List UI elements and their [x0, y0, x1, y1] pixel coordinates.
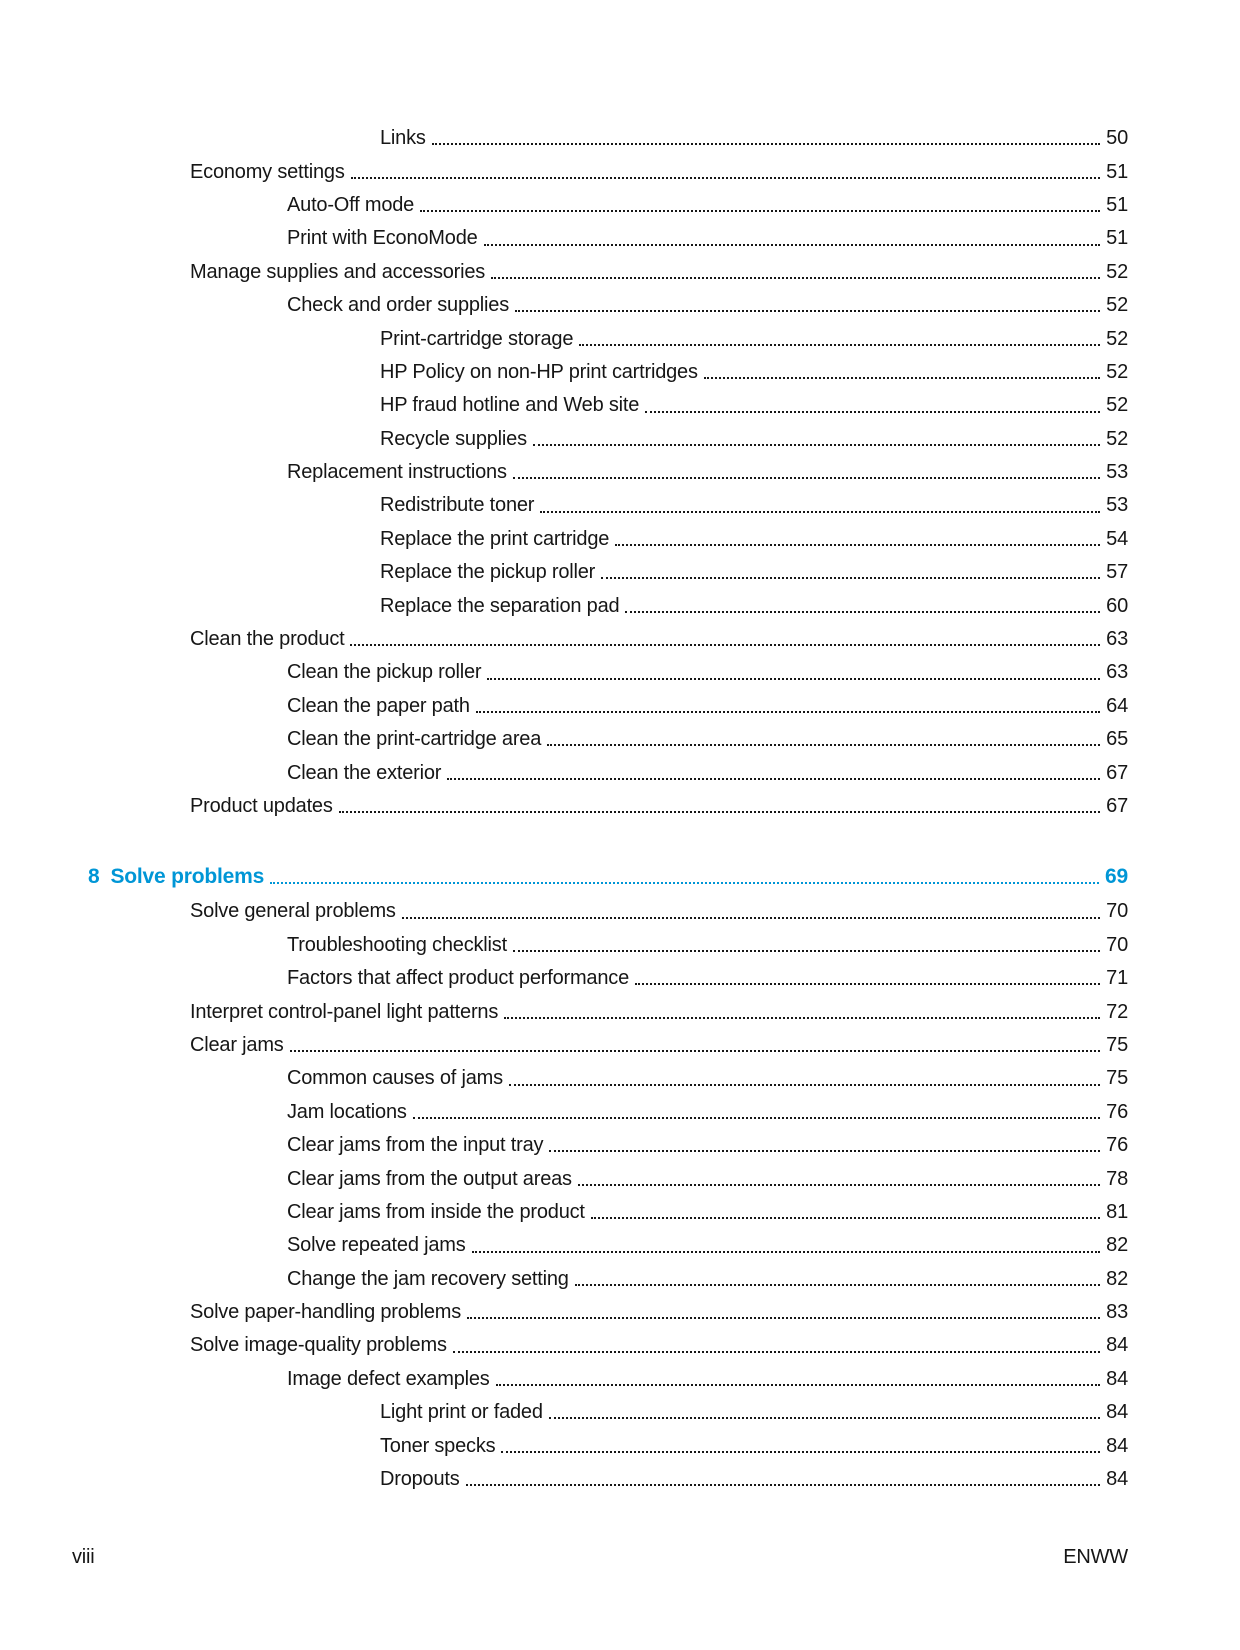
toc-entry-label: Solve paper-handling problems [190, 1301, 462, 1324]
dot-leader [350, 623, 1100, 646]
dot-leader [601, 556, 1100, 579]
toc-entry-label: Common causes of jams [287, 1067, 503, 1090]
toc-entry-page: 51 [1106, 193, 1128, 216]
toc-entry[interactable] [88, 1463, 1128, 1496]
dot-leader [420, 189, 1100, 212]
toc-entry-page: 82 [1106, 1234, 1128, 1257]
toc-entry-page: 71 [1106, 967, 1128, 990]
toc-entry-page: 81 [1106, 1200, 1128, 1223]
toc-entry-label: Product updates [190, 795, 333, 817]
dot-leader [549, 1129, 1100, 1152]
toc-entry-label: Clean the paper path [287, 694, 470, 717]
dot-leader [704, 356, 1100, 379]
toc-entry[interactable] [88, 456, 1128, 489]
toc-entry-page: 70 [1106, 933, 1128, 956]
dot-leader [540, 489, 1100, 512]
toc-entry-label: Clear jams [190, 1033, 284, 1056]
dot-leader [432, 122, 1100, 145]
chapter-number: 8 [88, 865, 100, 889]
dot-leader [625, 589, 1100, 612]
toc-entry[interactable] [88, 489, 1128, 522]
toc-entry-page: 84 [1106, 1334, 1128, 1357]
toc-entry[interactable] [88, 1229, 1128, 1262]
toc-entry[interactable] [88, 962, 1128, 995]
toc-entry[interactable] [88, 523, 1128, 556]
toc-entry[interactable] [88, 895, 1128, 928]
dot-leader [501, 1429, 1100, 1452]
toc-entry-page: 57 [1106, 561, 1128, 584]
dot-leader [270, 859, 1099, 884]
dot-leader [339, 790, 1100, 813]
toc-entry[interactable] [88, 859, 1128, 895]
toc-entry-label: Factors that affect product performance [287, 967, 630, 990]
toc-entry-page: 83 [1106, 1301, 1128, 1324]
toc-entry[interactable] [88, 1029, 1128, 1062]
toc-entry-page: 51 [1106, 160, 1128, 183]
toc-entry-label: Print-cartridge storage [380, 327, 574, 350]
footer-document-mark: ENWW [1063, 1546, 1128, 1568]
toc-entry-page: 63 [1106, 628, 1128, 651]
toc-entry[interactable] [88, 1429, 1128, 1462]
toc-entry-label: Print with EconoMode [287, 227, 478, 250]
dot-leader [447, 756, 1100, 779]
toc-entry-label: Clear jams from the input tray [287, 1134, 544, 1157]
toc-entry-label: Troubleshooting checklist [287, 933, 507, 956]
dot-leader [453, 1329, 1100, 1352]
toc-entry[interactable] [88, 1363, 1128, 1396]
toc-entry[interactable] [88, 222, 1128, 255]
toc-entry-label: Replace the separation pad [380, 594, 620, 617]
toc-entry-page: 65 [1106, 728, 1128, 751]
toc-entry-label: HP fraud hotline and Web site [380, 394, 640, 417]
toc-entry[interactable] [88, 1196, 1128, 1229]
toc-entry-label: Clean the product [190, 628, 345, 651]
dot-leader [504, 995, 1100, 1018]
page-footer [72, 1546, 1128, 1569]
toc-entry-page: 75 [1106, 1067, 1128, 1090]
toc-entry[interactable] [88, 1096, 1128, 1129]
dot-leader [533, 423, 1100, 446]
toc-entry-label: Solve image-quality problems [190, 1334, 447, 1357]
dot-leader [472, 1229, 1101, 1252]
toc-entry[interactable] [88, 1263, 1128, 1296]
toc-list [88, 122, 1128, 1496]
toc-entry-label: Solve repeated jams [287, 1234, 466, 1257]
dot-leader [549, 1396, 1100, 1419]
dot-leader [579, 322, 1100, 345]
toc-entry[interactable] [88, 995, 1128, 1028]
dot-leader [491, 256, 1100, 279]
toc-entry-page: 69 [1105, 865, 1128, 889]
toc-entry-label: Replacement instructions [287, 461, 507, 484]
dot-leader [466, 1463, 1101, 1486]
toc-entry-label: Clean the print-cartridge area [287, 728, 542, 751]
toc-entry-page: 78 [1106, 1167, 1128, 1190]
dot-leader [591, 1196, 1100, 1219]
toc-entry-page: 72 [1106, 1000, 1128, 1023]
toc-entry-label: Dropouts [380, 1468, 460, 1491]
toc-entry-page: 52 [1106, 394, 1128, 417]
dot-leader [513, 929, 1100, 952]
toc-entry[interactable] [88, 289, 1128, 322]
dot-leader [635, 962, 1100, 985]
toc-entry-page: 76 [1106, 1134, 1128, 1157]
toc-entry-page: 54 [1106, 527, 1128, 550]
dot-leader [575, 1263, 1100, 1286]
dot-leader [484, 222, 1101, 245]
toc-entry-page: 84 [1106, 1434, 1128, 1457]
toc-entry[interactable] [88, 589, 1128, 622]
toc-entry-page: 82 [1106, 1267, 1128, 1290]
toc-entry[interactable] [88, 723, 1128, 756]
toc-entry-page: 63 [1106, 661, 1128, 684]
toc-entry-label: Replace the pickup roller [380, 561, 596, 584]
dot-leader [578, 1162, 1100, 1185]
toc-entry[interactable] [88, 623, 1128, 656]
dot-leader [487, 656, 1100, 679]
toc-entry[interactable] [88, 423, 1128, 456]
toc-entry-page: 64 [1106, 694, 1128, 717]
toc-entry[interactable] [88, 1062, 1128, 1095]
toc-entry-label: Interpret control-panel light patterns [190, 1000, 499, 1023]
toc-entry[interactable] [88, 389, 1128, 422]
toc-entry-page: 52 [1106, 427, 1128, 450]
toc-entry[interactable] [88, 1129, 1128, 1162]
toc-entry-label: Replace the print cartridge [380, 527, 610, 550]
dot-leader [645, 389, 1100, 412]
toc-entry[interactable] [88, 929, 1128, 962]
toc-entry[interactable] [88, 256, 1128, 289]
toc-entry[interactable] [88, 322, 1128, 355]
footer-page-number: viii [72, 1546, 95, 1568]
toc-entry-label: Image defect examples [287, 1367, 490, 1390]
toc-entry[interactable] [88, 1296, 1128, 1329]
toc-entry-page: 53 [1106, 494, 1128, 517]
toc-entry-label: Light print or faded [380, 1401, 543, 1424]
toc-entry-page: 52 [1106, 360, 1128, 383]
dot-leader [351, 155, 1100, 178]
toc-entry[interactable] [88, 1396, 1128, 1429]
toc-entry-label: Toner specks [380, 1434, 496, 1457]
toc-entry-label: Manage supplies and accessories [190, 260, 486, 283]
dot-leader [513, 456, 1100, 479]
toc-entry-label: HP Policy on non-HP print cartridges [380, 360, 698, 383]
dot-leader [467, 1296, 1100, 1319]
toc-entry[interactable] [88, 1329, 1128, 1362]
toc-entry-label: Clean the exterior [287, 761, 442, 784]
toc-entry-page: 76 [1106, 1100, 1128, 1123]
dot-leader [402, 895, 1100, 918]
toc-entry-label: Solve general problems [190, 900, 396, 923]
dot-leader [476, 690, 1100, 713]
toc-entry-page: 84 [1106, 1468, 1128, 1491]
toc-entry-label: Clean the pickup roller [287, 661, 482, 684]
toc-entry-label: Links [380, 127, 426, 150]
toc-entry-label: Clear jams from inside the product [287, 1200, 585, 1223]
toc-entry-label: Recycle supplies [380, 427, 527, 450]
dot-leader [496, 1363, 1101, 1386]
dot-leader [547, 723, 1100, 746]
toc-entry-page: 67 [1106, 761, 1128, 784]
toc-entry[interactable] [88, 189, 1128, 222]
toc-entry[interactable] [88, 690, 1128, 723]
toc-entry-page: 50 [1106, 127, 1128, 150]
toc-entry-page: 52 [1106, 260, 1128, 283]
toc-entry-page: 51 [1106, 227, 1128, 250]
toc-entry-page: 84 [1106, 1367, 1128, 1390]
toc-entry-label: Economy settings [190, 160, 345, 183]
toc-entry[interactable] [88, 656, 1128, 689]
toc-entry-label: Redistribute toner [380, 494, 535, 517]
toc-entry-label: Clear jams from the output areas [287, 1167, 572, 1190]
toc-entry-label: Check and order supplies [287, 294, 509, 317]
dot-leader [290, 1029, 1101, 1052]
toc-entry-page: 67 [1106, 795, 1128, 817]
toc-entry-page: 52 [1106, 294, 1128, 317]
toc-entry[interactable] [88, 356, 1128, 389]
toc-entry-page: 53 [1106, 461, 1128, 484]
dot-leader [515, 289, 1100, 312]
toc-entry-page: 70 [1106, 900, 1128, 923]
toc-entry-page: 52 [1106, 327, 1128, 350]
toc-entry[interactable] [88, 790, 1128, 823]
toc-entry-page: 60 [1106, 594, 1128, 617]
dot-leader [615, 523, 1100, 546]
dot-leader [509, 1062, 1100, 1085]
toc-entry-label: Auto-Off mode [287, 193, 415, 216]
toc-entry-label: Solve problems [110, 865, 265, 889]
toc-entry[interactable] [88, 756, 1128, 789]
toc-entry-label: Jam locations [287, 1100, 407, 1123]
toc-entry-label: Change the jam recovery setting [287, 1267, 569, 1290]
toc-entry[interactable] [88, 155, 1128, 188]
toc-entry[interactable] [88, 556, 1128, 589]
toc-entry[interactable] [88, 122, 1128, 155]
toc-entry-page: 75 [1106, 1033, 1128, 1056]
dot-leader [413, 1096, 1100, 1119]
toc-entry[interactable] [88, 1162, 1128, 1195]
toc-entry-page: 84 [1106, 1401, 1128, 1424]
